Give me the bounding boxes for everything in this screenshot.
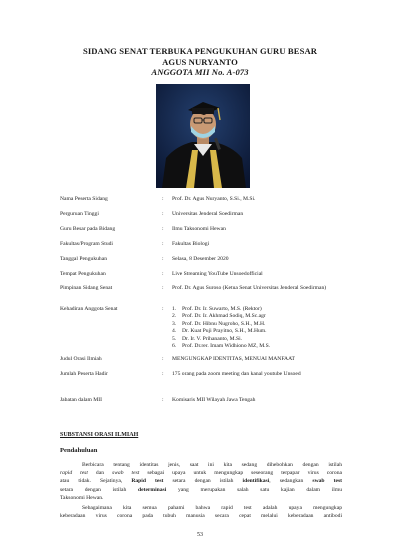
text-run: setara dengan istilah [163, 478, 243, 485]
info-value: Selasa, 8 Desember 2020 [172, 256, 229, 262]
list-item-number: 3. [172, 320, 177, 327]
info-sep: : [162, 226, 164, 232]
title-line-1: SIDANG SENAT TERBUKA PENGUKUHAN GURU BESAR [82, 46, 318, 56]
list-item-name: Prof. Dr. Ir. Suwarto, M.S. (Rektor) [182, 306, 262, 312]
list-item-number: 6. [172, 342, 177, 349]
text-run: sebagai upaya untuk mengungkap seseorang terpapar virus corona [139, 470, 342, 477]
info-key: Jabatan dalam MII [60, 397, 102, 403]
list-item-number: 1. [172, 306, 177, 312]
list-item-name: Prof. Dr. Ir. Akhmad Sodiq, M.Sc.agr [182, 313, 266, 320]
list-item [172, 321, 362, 328]
title-line-2: AGUS NURYANTO [162, 56, 238, 67]
text-run: atau tidak. Sejatinya, [60, 478, 132, 485]
info-key: Judul Orasi Ilmiah [60, 356, 102, 362]
list-item [172, 336, 362, 343]
paragraph-line: Taksonomi Hewan. [60, 494, 104, 501]
list-item [172, 343, 362, 350]
info-value: Prof. Dr. Agus Suroso (Ketua Senat Universitas Jenderal Soedirman) [172, 285, 327, 291]
info-sep: : [162, 371, 164, 377]
info-sep: : [162, 356, 164, 362]
bold-term: swab test [312, 478, 342, 485]
section-heading: SUBSTANSI ORASI ILMIAH [60, 432, 139, 438]
info-value: Ilmu Taksonomi Hewan [172, 226, 226, 232]
info-key: Jumlah Peserta Hadir [60, 371, 108, 377]
list-item [172, 328, 362, 335]
info-sep: : [162, 211, 164, 217]
info-key: Fakultas/Program Studi [60, 241, 113, 247]
paragraph-line [60, 477, 342, 485]
info-sep: : [162, 271, 164, 277]
info-sep: : [162, 397, 164, 403]
members-list-wrap [172, 306, 362, 350]
text-run: dan [87, 470, 113, 477]
list-item-name: Prof. Dr.rer. Imam Widhiono MZ, M.S. [182, 342, 271, 349]
text-run: yang merupakan salah satu kajian dalam ilmu [166, 486, 342, 493]
text-run: setara dengan istilah [60, 486, 138, 493]
info-sep: : [162, 241, 164, 247]
members-list [172, 306, 362, 350]
list-item-number: 4. [172, 328, 177, 335]
bold-term: Rapid test [131, 478, 164, 485]
info-value: Fakultas Biologi [172, 241, 210, 247]
italic-term: rapid test [60, 470, 88, 477]
info-value: MENGUNGKAP IDENTITAS, MENUAI MANFAAT [172, 356, 295, 362]
info-key: Tempat Pengukuhan [60, 271, 106, 277]
list-item-name: Dr. Ir. V. Prihananto, M.Si. [182, 335, 243, 342]
info-value: Prof. Dr. Agus Nuryanto, S.Si., M.Si. [172, 196, 256, 202]
info-sep: : [162, 256, 164, 262]
info-value: Komisaris MII Wilayah Jawa Tengah [172, 397, 256, 403]
info-key: Pimpinan Sidang Senat [60, 285, 113, 291]
document-title [0, 46, 400, 78]
paragraph-2 [60, 504, 342, 520]
list-item [172, 313, 362, 320]
info-sep: : [162, 196, 164, 202]
page-number: 53 [197, 532, 203, 538]
info-key: Tanggal Pengukuhan [60, 256, 107, 262]
bold-term: identifikasi [242, 478, 270, 485]
portrait-photo [156, 84, 250, 188]
list-item-number: 2. [172, 313, 177, 320]
info-key: Kehadiran Anggota Senat [60, 306, 118, 312]
bold-term: determinasi [137, 486, 167, 493]
info-key: Nama Peserta Sidang [60, 196, 108, 202]
paragraph-line [60, 486, 342, 494]
list-item-name: Prof. Dr. Hibnu Nugroho, S.H., M.H. [182, 320, 266, 327]
text-run: , sedangkan [269, 478, 313, 485]
info-value: Live Streaming YouTube Unsoedofficial [172, 271, 263, 277]
sub-heading: Pendahuluan [60, 447, 98, 454]
info-sep: : [162, 285, 164, 291]
italic-term: swab test [112, 470, 140, 477]
title-line-3: ANGGOTA MII No. A-073 [151, 67, 249, 78]
info-value: 175 orang pada zoom meeting dan kanal youtube Unsoed [172, 371, 301, 377]
paragraph-line: Berbicara tentang identitas jenis, saat ini kita sedang dihebohkan dengan istilah [82, 462, 342, 468]
info-key: Guru Besar pada Bidang [60, 226, 116, 232]
list-item-number: 5. [172, 335, 177, 342]
info-value: Universitas Jenderal Soedirman [172, 211, 244, 217]
paragraph-line: keberadaan virus corona pada tubuh manusia secara cepat melalui keberadaan antibodi [60, 513, 342, 520]
paragraph-line [60, 469, 342, 477]
info-sep: : [162, 306, 164, 312]
paragraph-1 [60, 461, 342, 502]
info-key: Perguruan Tinggi [60, 211, 99, 217]
paragraph-line: Sebagaimana kita semua pahami bahwa rapid test adalah upaya mengungkap [82, 505, 342, 511]
list-item-name: Dr. Kuat Puji Prayitno, S.H., M.Hum. [182, 328, 267, 335]
